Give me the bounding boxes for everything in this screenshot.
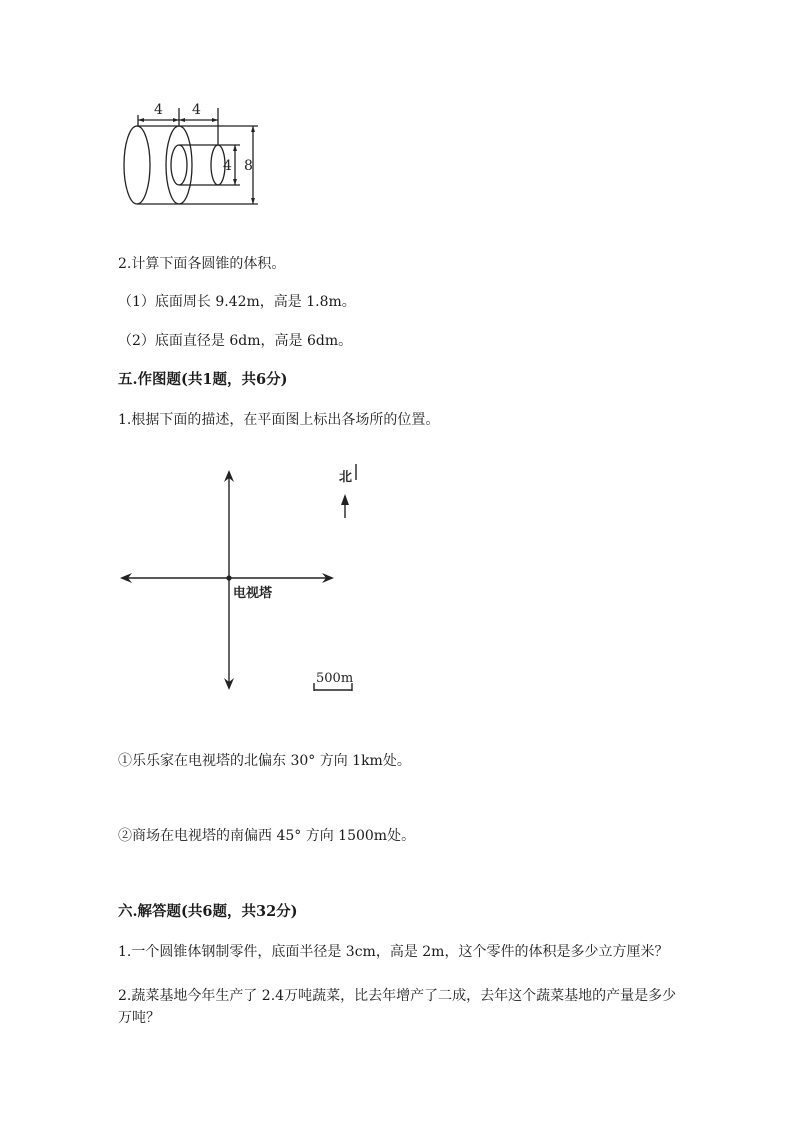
- dim-outer-label: 8: [244, 158, 253, 174]
- section-five-heading: 五.作图题(共1题，共6分): [118, 371, 288, 388]
- compass-arrow-icon: [341, 494, 349, 505]
- dim-inner-label: 4: [223, 158, 232, 174]
- cylinder-figure: [110, 90, 280, 220]
- section-six-q1: 1.一个圆锥体钢制零件，底面半径是 3cm，高是 2m，这个零件的体积是多少立方厘米？: [118, 944, 669, 960]
- section-five-q1: 1.根据下面的描述，在平面图上标出各场所的位置。: [118, 412, 440, 428]
- q2-title: 2.计算下面各圆锥的体积。: [118, 256, 286, 272]
- dim-right-label: 4: [192, 102, 201, 118]
- tv-tower-label: 电视塔: [233, 586, 273, 601]
- section-six-q2: 2.蔬菜基地今年生产了 2.4万吨蔬菜，比去年增产了二成，去年这个蔬菜基地的产量是多少万吨？: [118, 988, 677, 1026]
- q2-item-2: （2）底面直径是 6dm，高是 6dm。: [118, 333, 353, 349]
- dim-left-label: 4: [154, 102, 163, 118]
- north-label: 北: [339, 470, 353, 485]
- tv-tower-point: [226, 575, 231, 580]
- map-figure: [110, 460, 380, 700]
- statement-1: ①乐乐家在电视塔的北偏东 30° 方向 1km处。: [118, 753, 411, 769]
- statement-2: ②商场在电视塔的南偏西 45° 方向 1500m处。: [118, 828, 416, 844]
- scale-label: 500m: [316, 671, 354, 686]
- section-six-heading: 六.解答题(共6题，共32分): [118, 903, 298, 920]
- q2-item-1: （1）底面周长 9.42m，高是 1.8m。: [118, 294, 356, 310]
